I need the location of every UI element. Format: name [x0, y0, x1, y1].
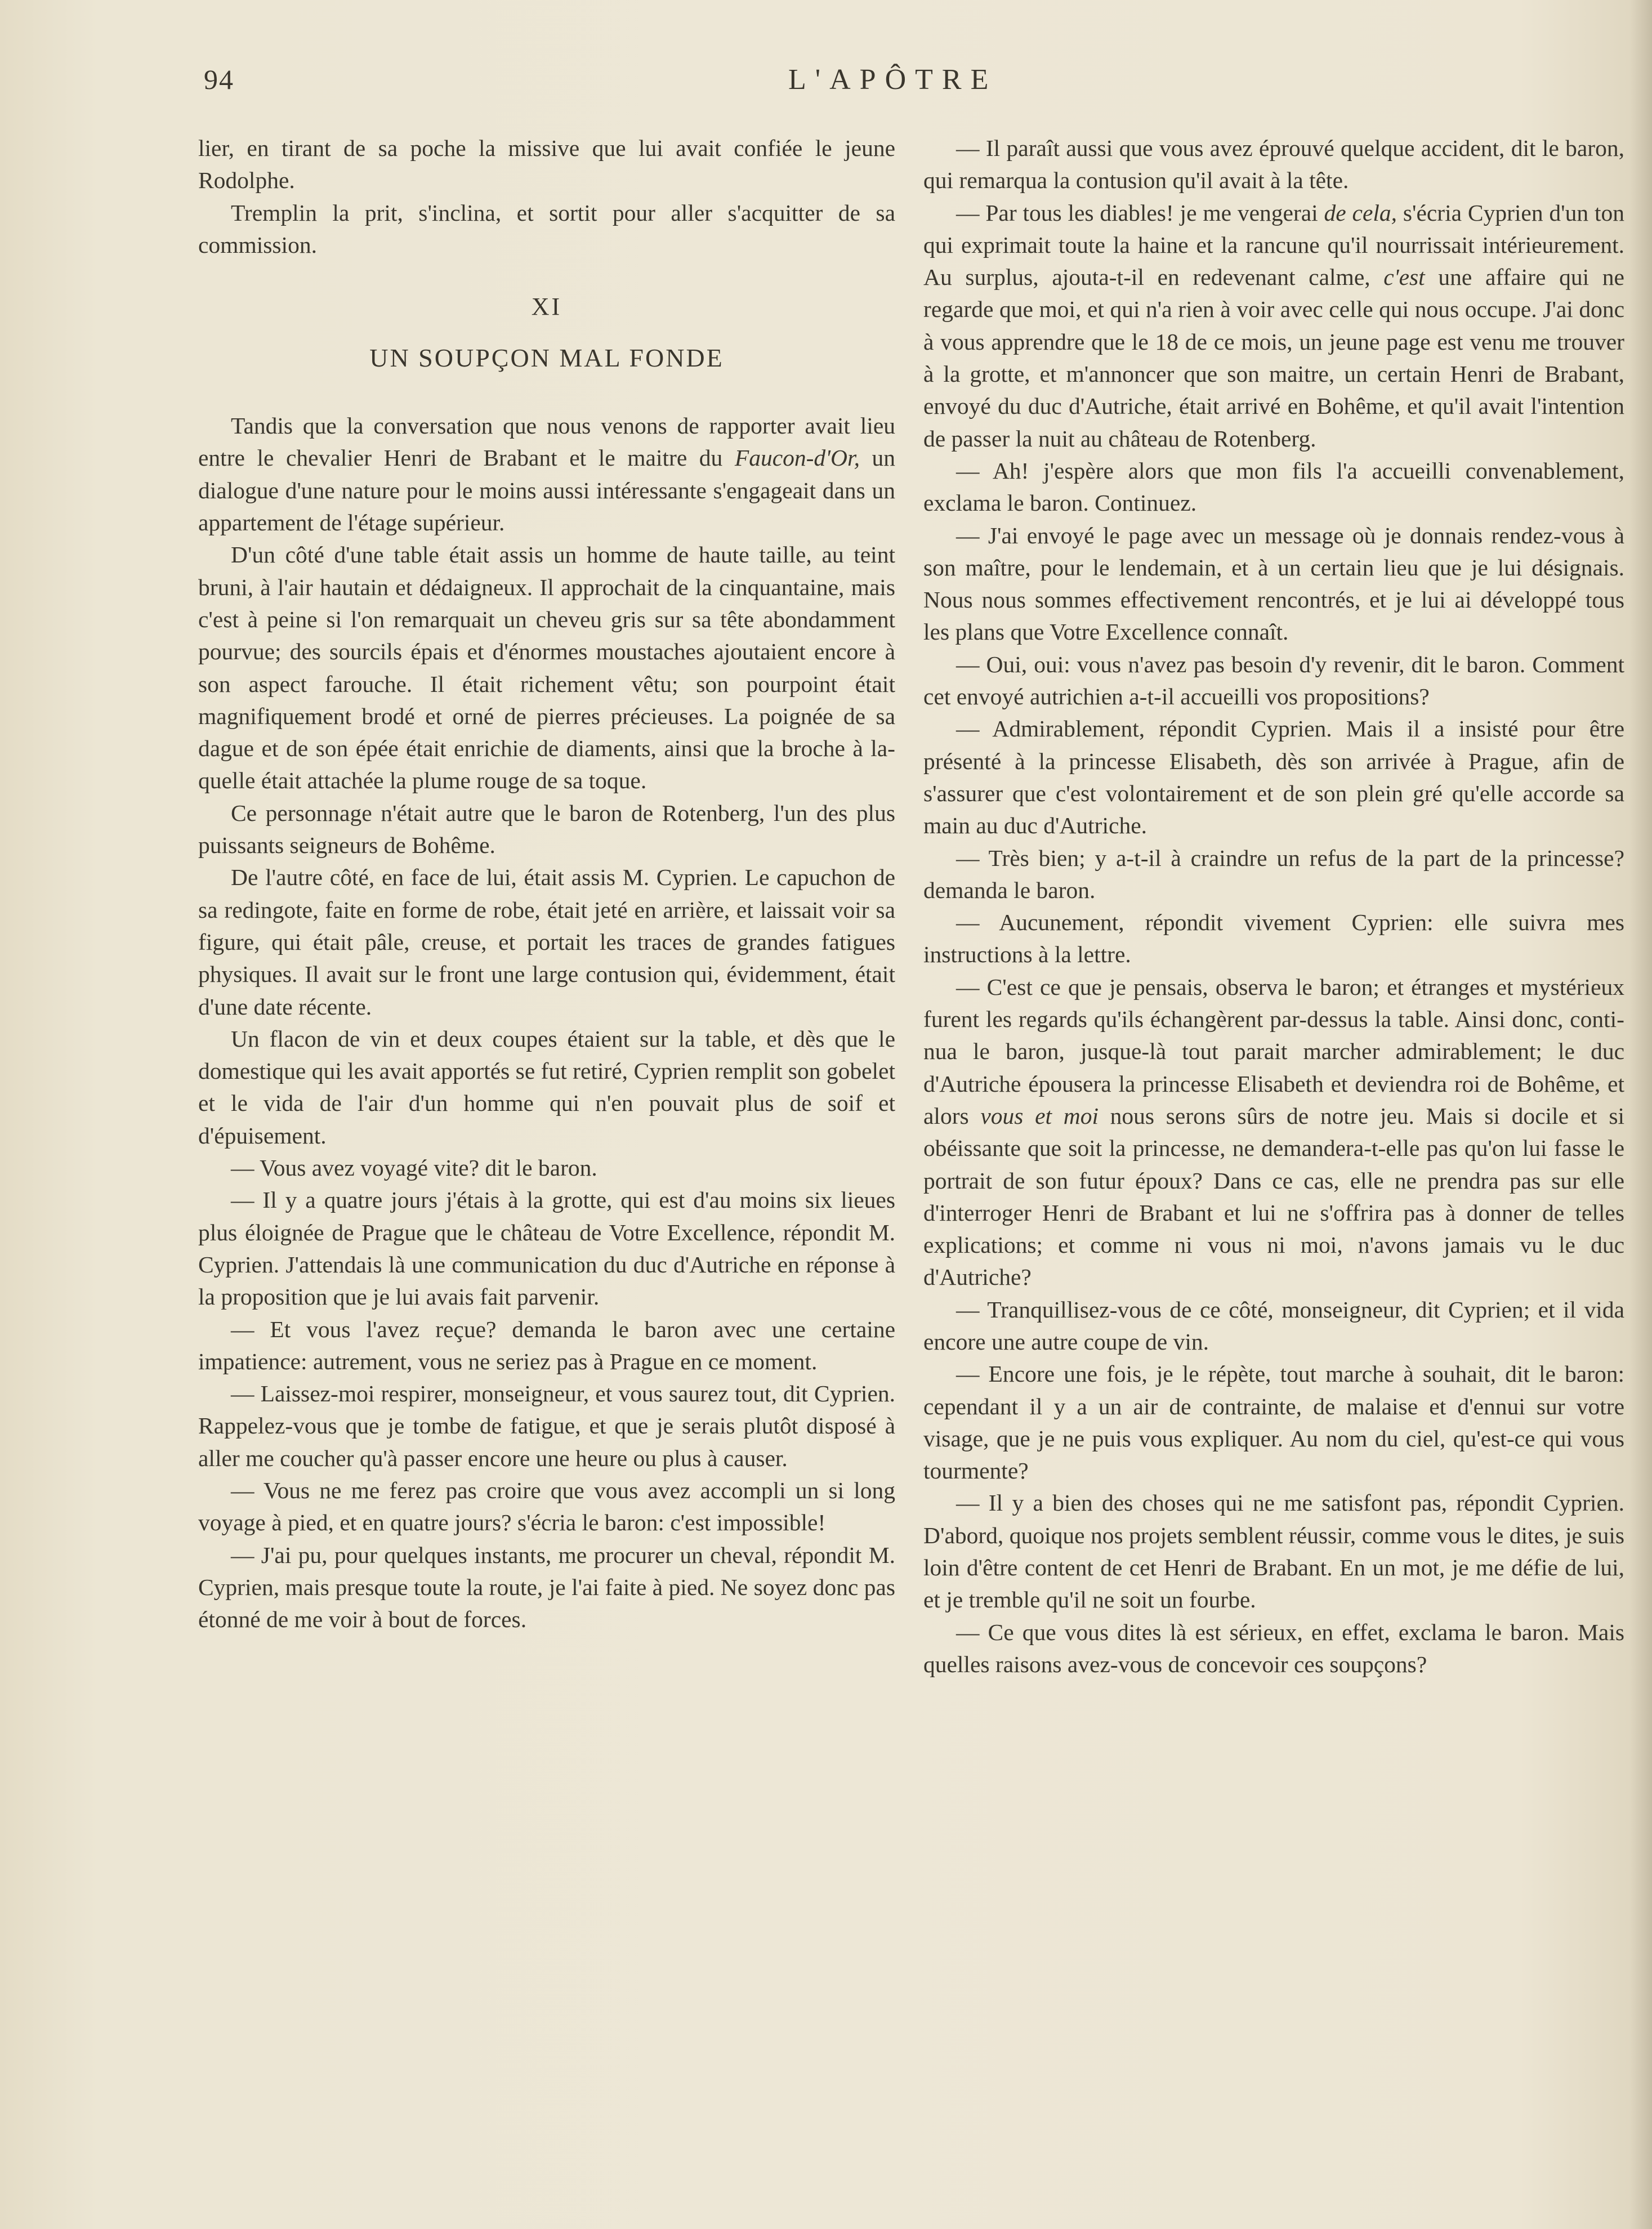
paragraph: — Ce que vous dites là est sérieux, en effet, exclama le baron. Mais quelles raisons avez-vous de concevoir ces soupçons?: [923, 1619, 1624, 1677]
right-column: [923, 132, 1624, 1681]
paragraph: Un flacon de vin et deux coupes étaient sur la table, et dès que le domestique qui les avait apportés se fut retiré, Cyprien remplit son gobelet et le vida de l'air d'un homme qui n'en pouvait plus de soif et d'épuisement.: [198, 1025, 895, 1149]
paragraph: — J'ai pu, pour quelques instants, me procurer un cheval, répondit M. Cyprien, mais presque toute la route, je l'ai faite à pied. Ne soyez donc pas étonné de me voir à bout de forces.: [198, 1542, 895, 1633]
paragraph: — Et vous l'avez reçue? demanda le baron avec une certaine impatience: autrement, vous ne seriez pas à Prague en ce moment.: [198, 1316, 895, 1374]
paragraph: — Très bien; y a-t-il à craindre un refus de la part de la princesse? demanda le baron.: [923, 845, 1624, 903]
italic-text: c'est: [1383, 264, 1425, 291]
paragraph: — Vous avez voyagé vite? dit le baron.: [231, 1155, 597, 1181]
paragraph: — Laissez-moi respirer, monseigneur, et vous saurez tout, dit Cyprien. Rappelez-vous que je tombe de fatigue, et que je serais plutôt disposé à aller me coucher qu'à passer encore une heure ou plus à causer.: [198, 1381, 895, 1471]
paragraph: — Ah! j'espère alors que mon fils l'a accueilli convenablement, exclama le baron. Continuez.: [923, 457, 1624, 516]
text-run: Tandis que la conversation que nous venons de rapporter avait lieu entre le chevalier Henri de Brabant et le maitre du: [198, 413, 895, 471]
paragraph: Tremplin la prit, s'inclina, et sortit pour aller s'acquitter de sa commission.: [198, 199, 895, 258]
text-run: une affaire qui ne regarde que moi, et qui n'a rien à voir avec celle qui nous occupe. J'ai donc à vous apprendre que le 18 de ce mois, un jeune page est venu me trouver à la grotte, et m'annoncer que son maitre, un certain Henri de Brabant, envoyé du duc d'Autriche, était arrivé en Bohême, et qu'il avait l'intention de passer la nuit au château de Rotenberg.: [923, 264, 1624, 452]
paragraph: Ce personnage n'était autre que le baron de Rotenberg, l'un des plus puissants seigneurs de Bohême.: [198, 799, 895, 859]
paragraph: [198, 410, 895, 539]
paragraph: lier, en tirant de sa poche la missive que lui avait confiée le jeune Rodolphe.: [198, 135, 895, 194]
italic-text: de cela,: [1324, 199, 1397, 226]
text-run: un dialogue d'une nature pour le moins aussi intéressante s'engageait dans un appartement de l'étage supérieur.: [198, 445, 896, 536]
paragraph: [923, 197, 1624, 455]
text-run: — C'est ce que je pensais, observa le baron; et étranges et mystérieux furent les regards qu'ils échangèrent par-dessus la table. Ainsi donc, continua le baron, jusque-là tout parait marcher admirablement; le duc d'Autriche épousera la princesse Elisabeth et deviendra roi de Bohême, et alors: [923, 973, 1624, 1129]
italic-text: vous et moi: [980, 1102, 1099, 1129]
paragraph: D'un côté d'une table était assis un homme de haute taille, au teint bruni, à l'air hautain et dédaigneux. Il approchait de la cinquantaine, mais c'est à peine si l'on remarquait un cheveu gris sur sa tête abondamment pourvue; des sourcils épais et d'énormes moustaches ajoutaient encore à son aspect farouche. Il était richement vêtu; son pourpoint était magnifiquement brodé et orné de pierres précieuses. La poignée de sa dague et de son épée était enrichie de diaments, ainsi que la broche à laquelle était attachée la plume rouge de sa toque.: [198, 542, 895, 794]
text-run: s'écria Cyprien d'un ton qui exprimait toute la haine et la rancune qu'il nourrissait intérieurement. Au surplus, ajouta-t-il en redevenant calme,: [923, 199, 1624, 291]
paragraph: — Il y a quatre jours j'étais à la grotte, qui est d'au moins six lieues plus éloignée de Prague que le château de Votre Excellence, répondit M. Cyprien. J'attendais là une communication du duc d'Autriche en réponse à la proposition que je lui avais fait parvenir.: [198, 1187, 895, 1310]
paragraph: — Admirablement, répondit Cyprien. Mais il a insisté pour être présenté à la princesse Elisabeth, dès son arrivée à Prague, afin de s'assurer que c'est volontairement et de son plein gré qu'elle accorde sa main au duc d'Autriche.: [923, 716, 1624, 839]
italic-text: Faucon-d'Or,: [734, 445, 860, 471]
paragraph: — Tranquillisez-vous de ce côté, monseigneur, dit Cyprien; et il vida encore une autre coupe de vin.: [923, 1296, 1624, 1355]
paragraph: — Aucunement, répondit vivement Cyprien: elle suivra mes instructions à la lettre.: [923, 909, 1624, 968]
paragraph: — Oui, oui: vous n'avez pas besoin d'y revenir, dit le baron. Comment cet envoyé autrichien a-t-il accueilli vos propositions?: [923, 651, 1624, 710]
left-column: [198, 132, 895, 1636]
paragraph: — Vous ne me ferez pas croire que vous avez accompli un si long voyage à pied, et en quatre jours? s'écria le baron: c'est impossible!: [198, 1477, 895, 1536]
chapter-number: XI: [531, 293, 562, 321]
text-run: — Par tous les diables! je me vengerai: [956, 199, 1324, 226]
running-title: L'APÔTRE: [788, 64, 998, 96]
page-number: 94: [204, 64, 234, 95]
paragraph: — Il paraît aussi que vous avez éprouvé quelque accident, dit le baron, qui remarqua la contusion qu'il avait à la tête.: [923, 135, 1624, 194]
chapter-title: UN SOUPÇON MAL FONDE: [369, 343, 724, 373]
paragraph: — Encore une fois, je le répète, tout marche à souhait, dit le baron: cependant il y a un air de contrainte, de malaise et d'ennui sur votre visage, que je ne puis vous expliquer. Au nom du ciel, qu'est-ce qui vous tourmente?: [923, 1361, 1624, 1484]
text-run: nous serons sûrs de notre jeu. Mais si docile et si obéissante que soit la princesse, ne demandera-t-elle pas qu'on lui fasse le portrait de son futur époux? Dans ce cas, elle ne prendra pas sur elle d'interroger Henri de Brabant et lui ne s'offrira pas à donner de telles explications; et comme ni vous ni moi, n'avons jamais vu le duc d'Autriche?: [923, 1102, 1624, 1290]
paragraph: — Il y a bien des choses qui ne me satisfont pas, répondit Cyprien. D'abord, quoique nos projets semblent réussir, comme vous le dites, je suis loin d'être content de cet Henri de Brabant. En un mot, je me défie de lui, et je tremble qu'il ne soit un fourbe.: [923, 1490, 1624, 1613]
paragraph: De l'autre côté, en face de lui, était assis M. Cyprien. Le capuchon de sa redingote, faite en forme de robe, était jeté en arrière, et laissait voir sa figure, qui était pâle, creuse, et portait les traces de grandes fatigues physiques. Il avait sur le front une large contusion qui, évidemment, était d'une date récente.: [198, 864, 895, 1020]
paragraph: — J'ai envoyé le page avec un message où je donnais rendez-vous à son maître, pour le lendemain, et à un certain lieu que je lui désignais. Nous nous sommes effectivement rencontrés, et je lui ai développé tous les plans que Votre Excellence connaît.: [923, 522, 1624, 645]
page-edge-shadow: [1629, 0, 1652, 2229]
paragraph: [923, 971, 1624, 1294]
